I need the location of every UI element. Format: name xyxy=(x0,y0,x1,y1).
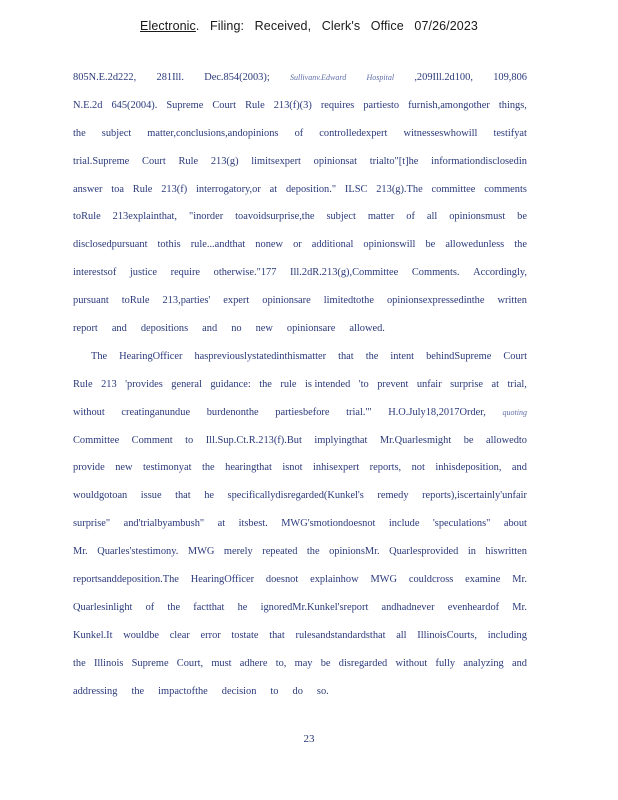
body-word: Ill.Sup.Ct.R.213(f).But xyxy=(205,434,302,446)
body-word: implyingthat xyxy=(314,434,368,446)
body-line xyxy=(73,399,527,427)
body-word: issue xyxy=(140,490,162,502)
body-word: additional xyxy=(311,239,354,251)
body-word: wouldgotoan xyxy=(73,490,128,502)
body-word: is intended xyxy=(304,378,351,390)
body-word: the xyxy=(514,239,527,251)
italic-citation-text: Hospital xyxy=(366,73,395,82)
body-word: all xyxy=(396,629,407,641)
brief-body-text xyxy=(73,64,527,705)
body-word: require xyxy=(170,267,201,279)
body-word: at xyxy=(491,378,499,390)
body-word: without xyxy=(395,657,428,669)
body-word: toa xyxy=(111,183,124,195)
body-word: furnish,amongother xyxy=(408,99,490,111)
body-line xyxy=(73,120,527,148)
body-word: Court xyxy=(142,155,166,167)
body-word: The xyxy=(91,350,108,362)
body-word: new xyxy=(115,462,133,474)
body-word: expert xyxy=(223,295,250,307)
body-line xyxy=(73,203,527,231)
body-word: Quarles'stestimony. xyxy=(97,546,179,558)
body-word: Mr. xyxy=(512,601,527,613)
body-word: limitsexpert xyxy=(251,155,301,167)
body-word: opinionsexpressedinthe xyxy=(386,295,485,307)
body-word: no xyxy=(231,323,242,335)
body-word: opinionsMr. xyxy=(329,546,380,558)
body-word: 213(f)(3) xyxy=(273,99,312,111)
body-word: rule...andthat xyxy=(190,239,246,251)
body-word: matter xyxy=(367,211,395,223)
body-word: report xyxy=(73,323,98,335)
body-word: testifyat xyxy=(493,127,527,139)
body-word: 'provides xyxy=(125,378,163,390)
body-word: trial.Supreme xyxy=(73,155,130,167)
body-word: Mr.Quarlesmight xyxy=(379,434,452,446)
body-word: toRule xyxy=(121,295,150,307)
body-word: at xyxy=(269,183,278,195)
body-word: HearingOfficer xyxy=(119,350,183,362)
body-word: Rule xyxy=(178,155,199,167)
body-word: haspreviouslystatedinthismatter xyxy=(194,350,327,362)
italic-citation-text: quoting xyxy=(502,407,527,417)
filing-stamp-electronic: Electronic xyxy=(140,19,196,33)
body-line xyxy=(73,650,527,678)
body-word: Court xyxy=(212,99,237,111)
body-word: 213(g) xyxy=(210,155,239,167)
body-word: decision xyxy=(221,685,257,697)
body-word: general xyxy=(171,378,202,390)
body-word: reportsanddeposition.The xyxy=(73,574,179,586)
body-word: 805N.E.2d222, xyxy=(73,72,137,83)
body-word: burdenonthe xyxy=(206,406,259,418)
body-word: reports, xyxy=(369,462,402,474)
body-word: subject xyxy=(326,211,356,223)
body-line xyxy=(73,92,527,120)
body-word: creatinganundue xyxy=(121,406,191,418)
body-word: must xyxy=(211,657,232,669)
body-word: specificallydisregarded(Kunkel's xyxy=(227,490,364,502)
page-number: 23 xyxy=(303,733,315,745)
body-word: and xyxy=(511,462,527,474)
body-word: of xyxy=(145,601,155,613)
body-word: behindSupreme xyxy=(426,350,492,362)
body-word: all xyxy=(426,211,438,223)
body-word: disclosedpursuant xyxy=(73,239,148,251)
body-word: unfair xyxy=(416,378,442,390)
body-word: explainhow xyxy=(310,574,359,586)
body-word: about xyxy=(503,518,527,530)
body-line xyxy=(73,566,527,594)
body-word: Mr. xyxy=(73,546,88,558)
body-word: guidance: xyxy=(210,378,251,390)
body-word: MWG'smotiondoesnot xyxy=(281,518,376,530)
body-word: of xyxy=(294,127,304,139)
body-line xyxy=(73,231,527,259)
body-word: partiesbefore xyxy=(275,406,330,418)
body-word: and'trialbyambush" xyxy=(123,518,205,530)
body-word: opinionswill xyxy=(363,239,416,251)
body-word: controlledexpert xyxy=(319,127,388,139)
body-word: Court, xyxy=(176,657,204,669)
body-word: Comments. xyxy=(411,267,460,279)
body-word: examine xyxy=(465,574,501,586)
body-word: "inorder xyxy=(188,211,224,223)
body-word: depositions xyxy=(140,323,189,335)
body-line xyxy=(73,343,527,371)
body-word: Court xyxy=(503,350,527,362)
body-word: may xyxy=(294,657,313,669)
body-word: be xyxy=(463,434,474,446)
body-word: Illinois xyxy=(93,657,124,669)
body-word: MWG xyxy=(370,574,397,586)
body-word: opinionsmust xyxy=(449,211,506,223)
body-word: trial, xyxy=(507,378,527,390)
body-word: deposition." xyxy=(285,183,337,195)
body-line xyxy=(73,371,527,399)
body-word: factthat xyxy=(193,601,225,613)
body-word: not xyxy=(411,462,425,474)
body-word: witnesseswhowill xyxy=(403,127,478,139)
body-word: trialto"[t]he xyxy=(369,155,419,167)
body-word: the xyxy=(365,350,379,362)
body-word: Committee xyxy=(73,434,120,446)
body-word: tostate xyxy=(231,629,259,641)
body-word: Mr. xyxy=(512,574,527,586)
body-word: IllinoisCourts, xyxy=(417,629,478,641)
body-line xyxy=(73,148,527,176)
body-line xyxy=(73,287,527,315)
body-line xyxy=(73,176,527,204)
body-word: rulesandstandardsthat xyxy=(295,629,386,641)
body-word: doesnot xyxy=(265,574,299,586)
body-word: tothis xyxy=(157,239,181,251)
body-word: limitedtothe xyxy=(323,295,374,307)
body-word: the xyxy=(259,378,272,390)
body-word: 281Ill. xyxy=(156,72,184,83)
body-word: justice xyxy=(129,267,158,279)
body-word: rule xyxy=(280,378,297,390)
body-word: ILSC xyxy=(344,183,368,195)
body-word: analyzing xyxy=(463,657,504,669)
body-word: toRule xyxy=(73,211,101,223)
body-word: he xyxy=(204,490,215,502)
body-word: 'speculations" xyxy=(432,518,491,530)
body-word: 109,806 xyxy=(493,72,527,83)
body-word: Quarlesprovided xyxy=(389,546,459,558)
body-word: 213 xyxy=(101,378,117,390)
body-word: intent xyxy=(390,350,415,362)
body-line xyxy=(73,622,527,650)
body-word: the xyxy=(201,462,215,474)
body-word: hearingthat xyxy=(225,462,272,474)
body-word: committee xyxy=(431,183,476,195)
body-word: requires xyxy=(320,99,355,111)
body-word: 213explainthat, xyxy=(112,211,178,223)
body-word: surprise xyxy=(450,378,484,390)
body-word: be xyxy=(425,239,436,251)
body-word: be xyxy=(320,657,331,669)
body-word: H.O.July18,2017Order, xyxy=(388,406,486,418)
body-word: error xyxy=(200,629,221,641)
body-word: Supreme xyxy=(166,99,204,111)
body-word: the xyxy=(131,685,145,697)
body-word: allowed. xyxy=(349,323,385,335)
body-word: merely xyxy=(223,546,253,558)
body-word: otherwise."177 xyxy=(213,267,277,279)
body-word: to, xyxy=(275,657,287,669)
body-word: and xyxy=(111,323,127,335)
body-word: include xyxy=(388,518,420,530)
body-word: the xyxy=(73,657,86,669)
body-word: that xyxy=(175,490,191,502)
body-word: to xyxy=(270,685,279,697)
body-word: and xyxy=(511,657,527,669)
body-word: allowedunless xyxy=(445,239,505,251)
body-word: Accordingly, xyxy=(473,267,527,279)
body-line xyxy=(73,678,527,706)
body-word: that xyxy=(338,350,354,362)
body-word: 213(f) xyxy=(161,183,188,195)
body-word: opinionsare xyxy=(262,295,311,307)
body-word: provide xyxy=(73,462,105,474)
body-word: toavoidsurprise,the xyxy=(235,211,315,223)
italic-citation-text: Sullivanv.Edward xyxy=(289,73,347,82)
body-word: prevent xyxy=(377,378,409,390)
body-word: Rule xyxy=(245,99,265,111)
body-word: answer xyxy=(73,183,103,195)
body-line xyxy=(73,427,527,455)
body-word: or xyxy=(293,239,302,251)
body-word: Ill.2dR.213(g),Committee xyxy=(290,267,399,279)
body-word: testimonyat xyxy=(143,462,192,474)
body-word: informationdisclosedin xyxy=(431,155,527,167)
body-word: at xyxy=(217,518,226,530)
body-word: Quarlesinlight xyxy=(73,601,133,613)
body-word: interestsof xyxy=(73,267,117,279)
body-word: written xyxy=(497,295,527,307)
body-word: remedy xyxy=(377,490,409,502)
body-word: without xyxy=(73,406,105,418)
body-word: hiswritten xyxy=(485,546,527,558)
body-line xyxy=(73,538,527,566)
body-word: surprise" xyxy=(73,518,111,530)
body-word: do xyxy=(292,685,303,697)
body-line xyxy=(73,594,527,622)
body-word: the xyxy=(73,127,86,139)
body-word: Comment xyxy=(131,434,173,446)
body-word: clear xyxy=(169,629,190,641)
body-word: subject xyxy=(101,127,132,139)
body-word: Rule xyxy=(132,183,153,195)
body-word: inhisdeposition, xyxy=(435,462,502,474)
body-word: disregarded xyxy=(338,657,388,669)
body-word: MWG xyxy=(187,546,215,558)
body-word: interrogatory,or xyxy=(195,183,261,195)
body-word: opinionsare xyxy=(286,323,336,335)
body-word: including xyxy=(487,629,527,641)
body-word: wouldbe xyxy=(123,629,160,641)
body-word: trial.'" xyxy=(346,406,372,418)
body-word: in xyxy=(467,546,476,558)
body-word: itsbest. xyxy=(238,518,268,530)
body-word: Rule xyxy=(73,378,93,390)
body-word: Supreme xyxy=(131,657,169,669)
body-word: HearingOfficer xyxy=(190,574,255,586)
body-word: things, xyxy=(498,99,527,111)
body-word: ignoredMr.Kunkel'sreport xyxy=(260,601,369,613)
body-line xyxy=(73,64,527,92)
body-word: the xyxy=(167,601,181,613)
body-word: Dec.854(2003); xyxy=(204,72,270,83)
body-word: allowedto xyxy=(486,434,527,446)
body-word: opinionsat xyxy=(313,155,357,167)
body-line xyxy=(73,259,527,287)
body-word: so. xyxy=(316,685,329,697)
body-word: 645(2004). xyxy=(111,99,158,111)
body-word: andhadnever xyxy=(381,601,435,613)
filing-stamp-details: . Filing: Received, Clerk's Office 07/26/2023 xyxy=(195,19,478,33)
body-word: isnot xyxy=(282,462,303,474)
filing-stamp-header xyxy=(0,19,618,33)
body-word: and xyxy=(202,323,218,335)
body-word: fully xyxy=(435,657,456,669)
body-word: that xyxy=(269,629,285,641)
body-word: Kunkel.It xyxy=(73,629,113,641)
body-word: couldcross xyxy=(408,574,454,586)
body-word: pursuant xyxy=(73,295,109,307)
body-word: addressing xyxy=(73,685,118,697)
body-line xyxy=(73,315,527,343)
body-word: new xyxy=(255,323,273,335)
body-word: repeated xyxy=(262,546,298,558)
body-word: to xyxy=(185,434,194,446)
body-word: reports),iscertainly'unfair xyxy=(422,490,527,502)
body-word: be xyxy=(517,211,527,223)
body-word: adhere xyxy=(239,657,268,669)
body-word: matter,conclusions,andopinions xyxy=(147,127,279,139)
body-word: 213,parties' xyxy=(162,295,211,307)
body-word: partiesto xyxy=(363,99,400,111)
body-word: nonew xyxy=(255,239,283,251)
body-word: ,209Ill.2d100, xyxy=(414,72,473,83)
body-word: inhisexpert xyxy=(313,462,360,474)
body-line xyxy=(73,482,527,510)
body-word: 213(g).The xyxy=(376,183,423,195)
body-word: N.E.2d xyxy=(73,99,103,111)
body-word: the xyxy=(306,546,320,558)
body-word: 'to xyxy=(358,378,369,390)
body-line xyxy=(73,510,527,538)
body-word: comments xyxy=(484,183,527,195)
body-word: evenheardof xyxy=(447,601,500,613)
body-word: of xyxy=(406,211,415,223)
body-word: impactofthe xyxy=(158,685,208,697)
body-word: he xyxy=(237,601,248,613)
body-line xyxy=(73,454,527,482)
